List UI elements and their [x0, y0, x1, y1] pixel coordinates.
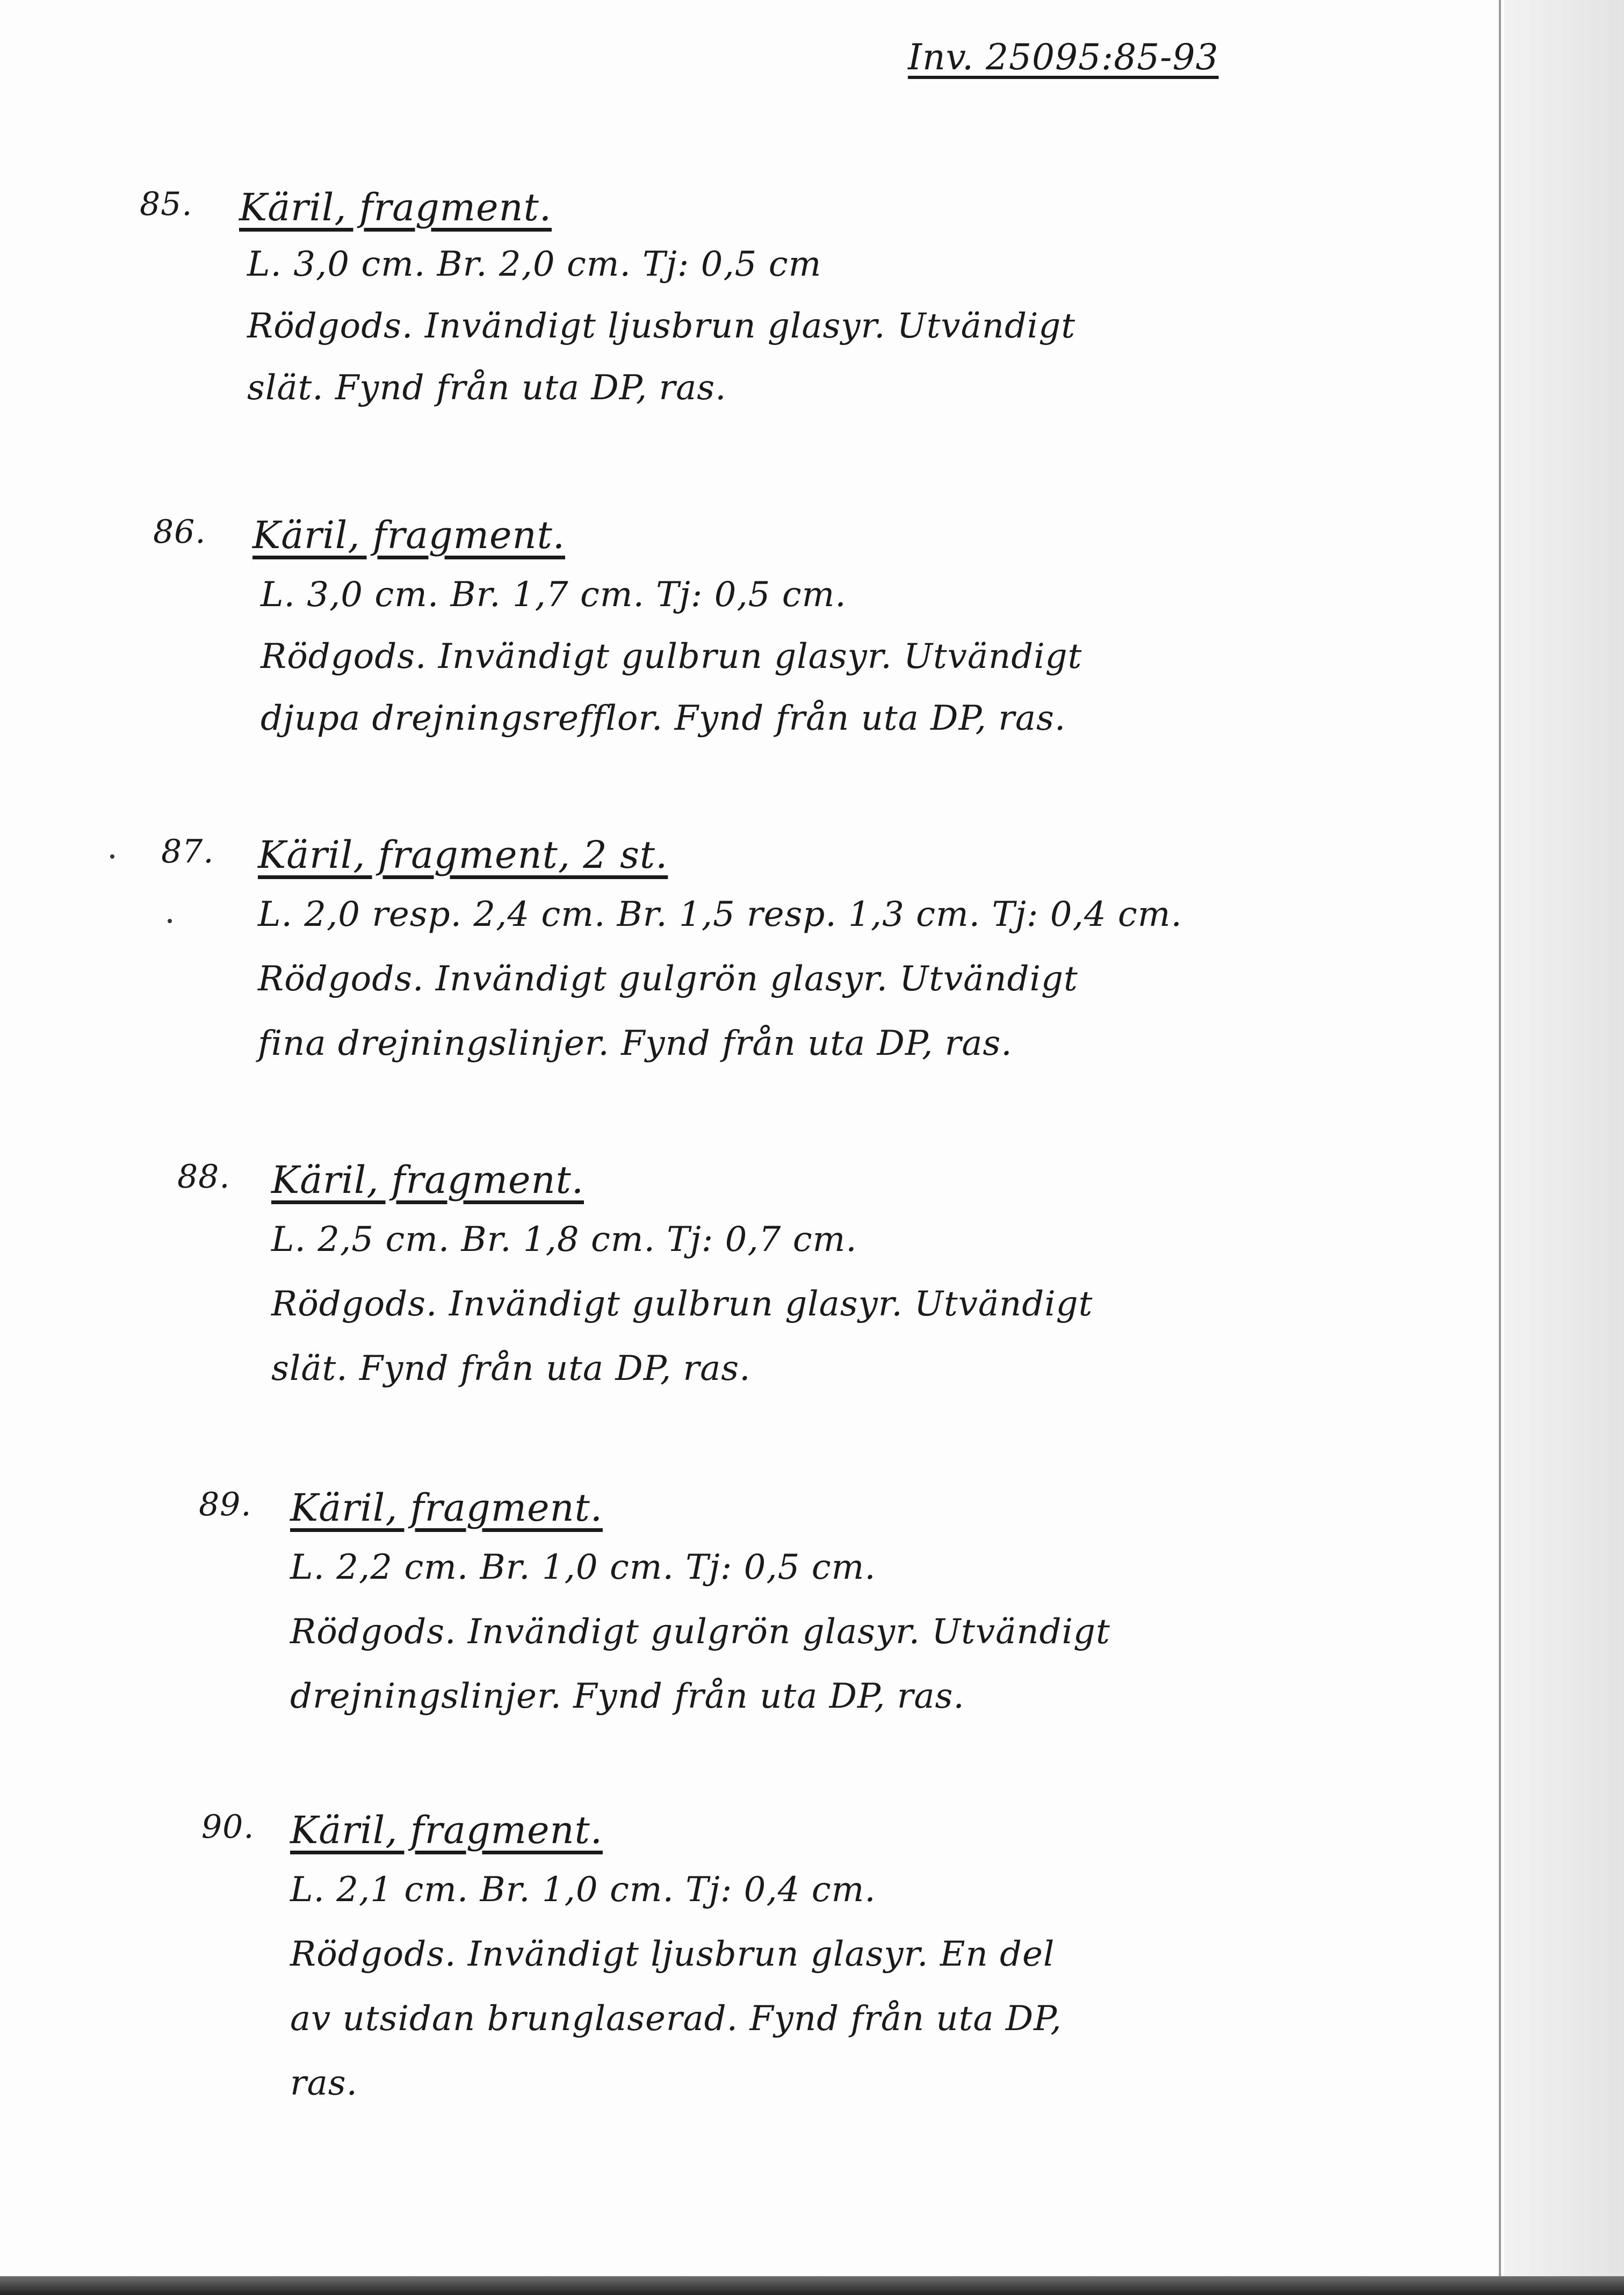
margin-mark — [168, 919, 172, 923]
entry-title: Käril, fragment. — [290, 1808, 603, 1852]
entry-number: 88. — [177, 1158, 230, 1196]
entry-description-cont: drejningslinjer. Fynd från uta DP, ras. — [290, 1677, 965, 1716]
entry-measurements: L. 2,0 resp. 2,4 cm. Br. 1,5 resp. 1,3 cm. Tj: 0,4 cm. — [258, 895, 1182, 934]
entry-number: 86. — [153, 513, 206, 551]
entry-description-cont: slät. Fynd från uta DP, ras. — [247, 368, 727, 408]
entry-title: Käril, fragment. — [271, 1158, 584, 1202]
page-edge-line — [1499, 0, 1501, 2278]
entry-title: Käril, fragment. — [290, 1486, 603, 1530]
entry-measurements: L. 2,5 cm. Br. 1,8 cm. Tj: 0,7 cm. — [271, 1220, 857, 1260]
entry-measurements: L. 3,0 cm. Br. 1,7 cm. Tj: 0,5 cm. — [261, 575, 847, 615]
entry-number: 85. — [140, 185, 193, 223]
entry-title: Käril, fragment, 2 st. — [258, 833, 668, 877]
entry-number: 89. — [199, 1486, 252, 1523]
entry-description: Rödgods. Invändigt gulgrön glasyr. Utvändigt — [258, 959, 1078, 999]
entry-measurements: L. 2,1 cm. Br. 1,0 cm. Tj: 0,4 cm. — [290, 1870, 876, 1910]
margin-mark — [110, 854, 114, 859]
entry-title: Käril, fragment. — [252, 513, 565, 557]
entry-number: 90. — [201, 1808, 255, 1846]
entry-description-cont: djupa drejningsrefflor. Fynd från uta DP, ras. — [261, 699, 1066, 738]
entry-description-cont: fina drejningslinjer. Fynd från uta DP, ras. — [258, 1024, 1013, 1063]
inventory-number: Inv. 25095:85-93 — [908, 37, 1219, 78]
entry-description-end: ras. — [290, 2063, 358, 2103]
entry-measurements: L. 3,0 cm. Br. 2,0 cm. Tj: 0,5 cm — [247, 244, 822, 284]
entry-number: 87. — [161, 833, 214, 870]
entry-description: Rödgods. Invändigt gulgrön glasyr. Utvändigt — [290, 1612, 1110, 1652]
entry-description-cont: av utsidan brunglaserad. Fynd från uta DP, — [290, 1999, 1062, 2039]
entry-title: Käril, fragment. — [239, 185, 552, 229]
page-bottom-edge — [0, 2276, 1624, 2295]
entry-description-cont: slät. Fynd från uta DP, ras. — [271, 1349, 751, 1388]
entry-measurements: L. 2,2 cm. Br. 1,0 cm. Tj: 0,5 cm. — [290, 1548, 876, 1587]
page-margin-shadow — [1504, 0, 1624, 2295]
entry-description: Rödgods. Invändigt gulbrun glasyr. Utvändigt — [261, 637, 1082, 677]
entry-description: Rödgods. Invändigt ljusbrun glasyr. En del — [290, 1934, 1055, 1974]
entry-description: Rödgods. Invändigt ljusbrun glasyr. Utvändigt — [247, 306, 1076, 346]
entry-description: Rödgods. Invändigt gulbrun glasyr. Utvändigt — [271, 1284, 1093, 1324]
